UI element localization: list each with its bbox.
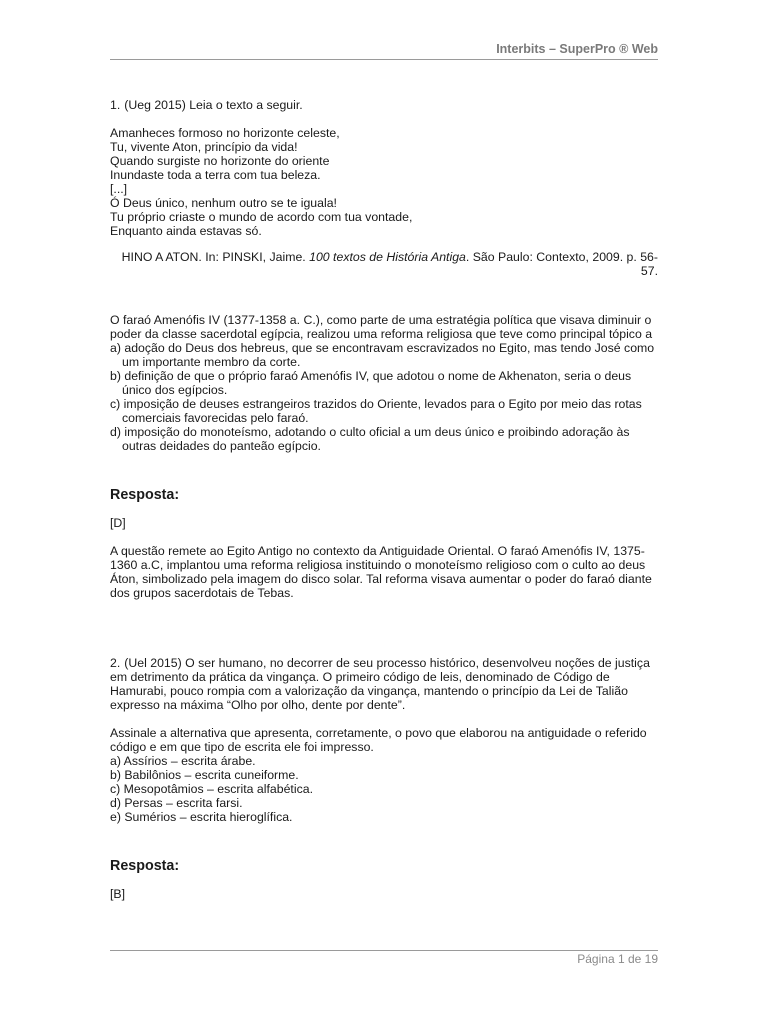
- question-stem: Assinale a alternativa que apresenta, corretamente, o povo que elaborou na antiguidade o referido código e em que tipo de escrita ele foi impresso.: [110, 726, 647, 754]
- answer-explanation: A questão remete ao Egito Antigo no contexto da Antiguidade Oriental. O faraó Amenófis IV, 1375-1360 a.C, implantou uma reforma religiosa instituindo o monoteísmo religioso com o culto ao deus Áton, simbolizado pela imagem do disco solar. Tal reforma visava aumentar o poder do faraó diante dos grupos sacerdotais de Tebas.: [110, 544, 652, 600]
- poem-line: Tu, vivente Aton, princípio da vida!: [110, 140, 298, 154]
- poem-line: [...]: [110, 182, 128, 196]
- answer-key: [D]: [110, 516, 126, 530]
- question-number: 1: [110, 98, 117, 112]
- answer-heading: Resposta:: [110, 487, 180, 503]
- answer-option: b) definição de que o próprio faraó Amenófis IV, que adotou o nome de Akhenaton, seria o deus único dos egípcios.: [110, 369, 632, 397]
- poem-line: Enquanto ainda estavas só.: [110, 224, 262, 238]
- answer-option: a) adoção do Deus dos hebreus, que se encontravam escravizados no Egito, mas tendo José como um importante membro da corte.: [110, 341, 655, 369]
- question-1-heading: [110, 98, 658, 112]
- answer-option: d) Persas – escrita farsi.: [110, 796, 243, 810]
- citation-publisher: . São Paulo: Contexto, 2009. p. 56-57.: [465, 250, 658, 278]
- answer-option: b) Babilônios – escrita cuneiforme.: [110, 768, 299, 782]
- question-number-dot: .: [116, 98, 121, 112]
- question-source: (Uel 2015) O ser humano, no decorrer de seu processo histórico, desenvolveu noções de justiça em detrimento da prática da vingança. O primeiro código de leis, denominado de Código de Hamurabi, pouco rompia com a valorização da vingança, mantendo o princípio da Lei de Talião expresso na máxima “Olho por olho, dente por dente”.: [110, 656, 650, 712]
- answer-option: c) Mesopotâmios – escrita alfabética.: [110, 782, 313, 796]
- poem-block: [110, 126, 658, 238]
- answer-heading: Resposta:: [110, 858, 180, 874]
- question-source: (Ueg 2015) Leia o texto a seguir.: [124, 98, 303, 112]
- poem-line: Tu próprio criaste o mundo de acordo com tua vontade,: [110, 210, 413, 224]
- page-number: Página 1 de 19: [577, 952, 658, 966]
- answer-option: e) Sumérios – escrita hieroglífica.: [110, 810, 293, 824]
- citation: [116, 250, 658, 278]
- question-number: 2: [110, 656, 117, 670]
- footer-divider: [110, 950, 658, 951]
- poem-line: Inundaste toda a terra com tua beleza.: [110, 168, 321, 182]
- answer-option: d) imposição do monoteísmo, adotando o culto oficial a um deus único e proibindo adoração às outras deidades do panteão egípcio.: [110, 425, 630, 453]
- question-2-text: [110, 656, 658, 712]
- answer-option: c) imposição de deuses estrangeiros trazidos do Oriente, levados para o Egito por meio das rotas comerciais favorecidas pelo faraó.: [110, 397, 642, 425]
- header-divider: [110, 59, 658, 60]
- poem-line: Ó Deus único, nenhum outro se te iguala!: [110, 196, 337, 210]
- question-number-dot: .: [116, 656, 121, 670]
- answer-option: a) Assírios – escrita árabe.: [110, 754, 256, 768]
- poem-line: Quando surgiste no horizonte do oriente: [110, 154, 330, 168]
- document-body: [110, 98, 658, 901]
- answer-key: [B]: [110, 887, 126, 901]
- question-stem: O faraó Amenófis IV (1377-1358 a. C.), como parte de uma estratégia política que visava diminuir o poder da classe sacerdotal egípcia, realizou uma reforma religiosa que teve como principal tópico a: [110, 313, 653, 341]
- page-header: Interbits – SuperPro ® Web: [496, 42, 658, 56]
- poem-line: Amanheces formoso no horizonte celeste,: [110, 126, 340, 140]
- citation-title: 100 textos de História Antiga: [309, 250, 466, 264]
- citation-author: HINO A ATON. In: PINSKI, Jaime.: [121, 250, 310, 264]
